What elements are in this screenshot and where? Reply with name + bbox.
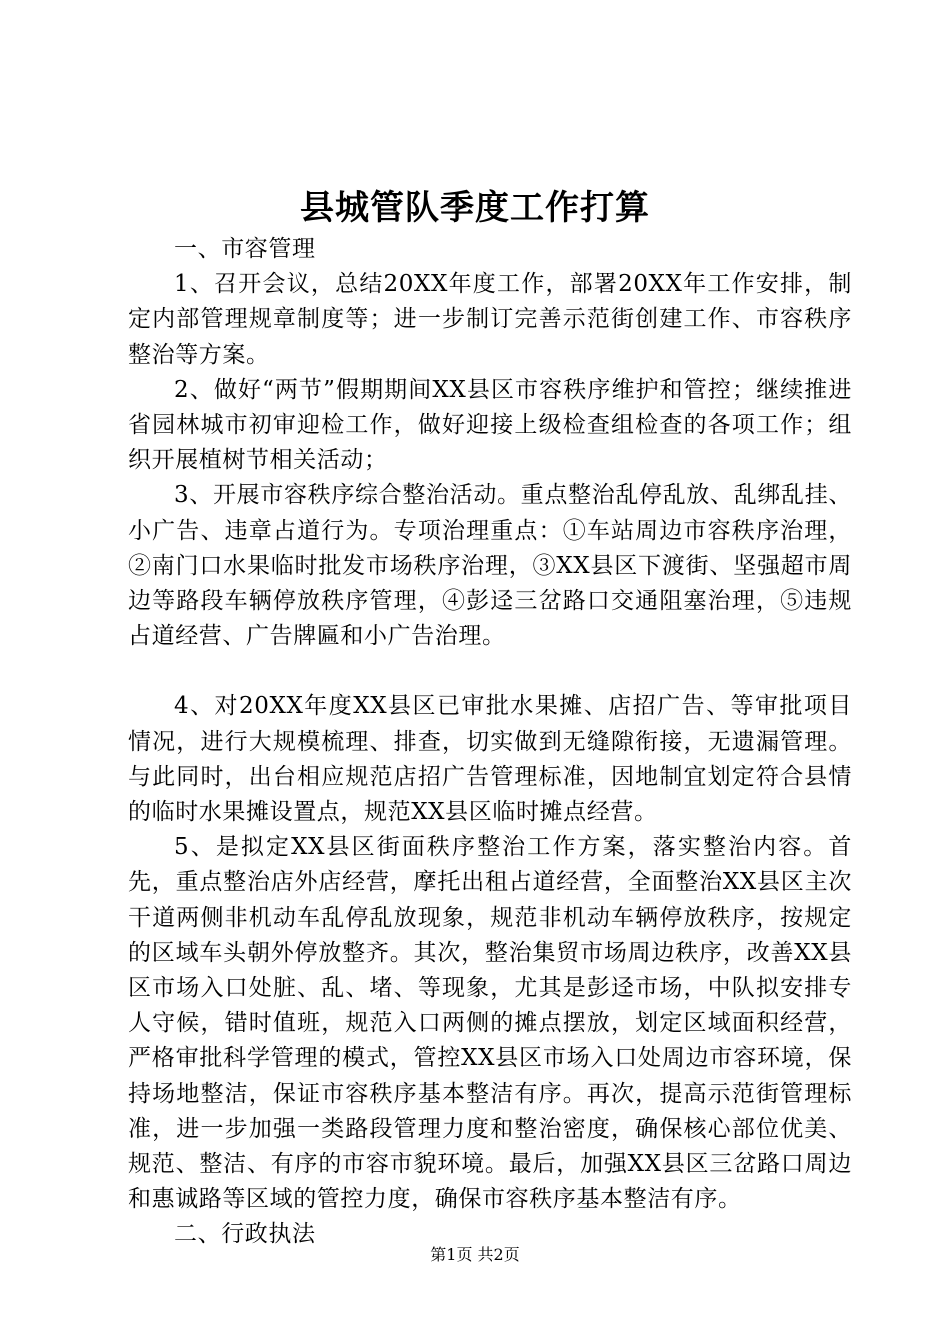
document-body	[128, 232, 852, 1253]
page-number-footer: 第1页 共2页	[430, 1245, 520, 1264]
section-heading-1: 一、市容管理	[174, 236, 316, 262]
paragraph-item-1: 1、召开会议，总结20XX年度工作，部署20XX年工作安排，制定内部管理规章制度等；进一步制订完善示范街创建工作、市容秩序整治等方案。	[128, 271, 852, 368]
paragraph-item-4: 4、对20XX年度XX县区已审批水果摊、店招广告、等审批项目情况，进行大规模梳理、排查，切实做到无缝隙衔接，无遗漏管理。与此同时，出台相应规范店招广告管理标准，因地制宜划定符合县情的临时水果摊设置点，规范XX县区临时摊点经营。	[128, 693, 852, 826]
paragraph-item-3: 3、开展市容秩序综合整治活动。重点整治乱停乱放、乱绑乱挂、小广告、违章占道行为。专项治理重点：①车站周边市容秩序治理，②南门口水果临时批发市场秩序治理，③XX县区下渡街、坚强超市周边等路段车辆停放秩序管理，④彭迳三岔路口交通阻塞治理，⑤违规占道经营、广告牌匾和小广告治理。	[128, 482, 852, 650]
paragraph-item-2: 2、做好“两节”假期期间XX县区市容秩序维护和管控；继续推进省园林城市初审迎检工作，做好迎接上级检查组检查的各项工作；组织开展植树节相关活动；	[128, 376, 852, 474]
document-title: 县城管队季度工作打算	[300, 188, 650, 228]
paragraph-item-5: 5、是拟定XX县区街面秩序整治工作方案，落实整治内容。首先，重点整治店外店经营，摩托出租占道经营，全面整治XX县区主次干道两侧非机动车乱停乱放现象，规范非机动车辆停放秩序，按规定的区域车头朝外停放整齐。其次，整治集贸市场周边秩序，改善XX县区市场入口处脏、乱、堵、等现象，尤其是彭迳市场，中队拟安排专人守候，错时值班，规范入口两侧的摊点摆放，划定区域面积经营，严格审批科学管理的模式，管控XX县区市场入口处周边市容环境，保持场地整洁，保证市容秩序基本整洁有序。再次，提高示范街管理标准，进一步加强一类路段管理力度和整治密度，确保核心部位优美、规范、整洁、有序的市容市貌环境。最后，加强XX县区三岔路口周边和惠诚路等区域的管控力度，确保市容秩序基本整洁有序。	[128, 834, 852, 1213]
section-heading-2: 二、行政执法	[174, 1221, 316, 1248]
